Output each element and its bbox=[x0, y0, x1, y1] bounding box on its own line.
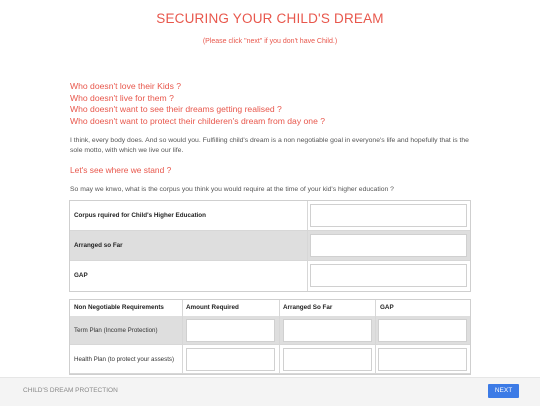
requirement-label: Health Plan (to protect your assests) bbox=[74, 355, 175, 363]
lets-see-heading: Let's see where we stand ? bbox=[70, 165, 172, 175]
gap-row-label: GAP bbox=[74, 272, 88, 279]
page-title: SECURING YOUR CHILD'S DREAM bbox=[156, 11, 384, 26]
gap-row bbox=[70, 261, 470, 291]
header-gap: GAP bbox=[380, 304, 394, 311]
term-plan-gap-input[interactable] bbox=[378, 319, 467, 342]
health-plan-arranged-input[interactable] bbox=[283, 348, 372, 371]
corpus-row-label: Corpus rquired for Child's Higher Education bbox=[74, 212, 206, 219]
intro-questions bbox=[70, 81, 325, 127]
question-1: Who doesn't love their Kids ? bbox=[70, 81, 182, 91]
column-divider bbox=[307, 231, 308, 260]
corpus-question: So may we knwo, what is the corpus you think you would require at the time of your kid's higher education ? bbox=[70, 186, 394, 193]
term-plan-arranged-input[interactable] bbox=[283, 319, 372, 342]
arranged-so-far-input[interactable] bbox=[310, 234, 467, 257]
requirement-label: Term Plan (Income Protection) bbox=[74, 326, 158, 334]
page-subtitle: (Please click "next" if you don't have Child.) bbox=[202, 38, 338, 45]
question-4: Who doesn't want to protect their childeren's dream from day one ? bbox=[70, 115, 326, 126]
corpus-table bbox=[69, 200, 471, 292]
arranged-row-label: Arranged so Far bbox=[74, 242, 123, 249]
column-divider bbox=[182, 300, 183, 375]
footer-bar bbox=[0, 377, 540, 406]
question-2: Who doesn't live for them ? bbox=[70, 92, 174, 103]
question-3: Who doesn't want to see their dreams getting realised ? bbox=[70, 104, 282, 114]
next-button[interactable]: NEXT bbox=[488, 384, 519, 398]
term-plan-amount-input[interactable] bbox=[186, 319, 275, 342]
arranged-row bbox=[70, 231, 470, 261]
requirement-row-health-plan bbox=[70, 345, 470, 374]
column-divider bbox=[279, 300, 280, 375]
header-requirements: Non Negotiable Requirements bbox=[74, 304, 164, 311]
corpus-row bbox=[70, 201, 470, 231]
health-plan-gap-input[interactable] bbox=[378, 348, 467, 371]
corpus-required-input[interactable] bbox=[310, 204, 467, 227]
requirement-row-term-plan bbox=[70, 316, 470, 345]
requirements-table bbox=[69, 299, 471, 375]
requirements-header-row bbox=[70, 300, 470, 317]
footer-section-label: CHILD'S DREAM PROTECTION bbox=[23, 387, 118, 394]
health-plan-amount-input[interactable] bbox=[186, 348, 275, 371]
column-divider bbox=[375, 300, 376, 375]
column-divider bbox=[307, 201, 308, 230]
gap-input[interactable] bbox=[310, 264, 467, 287]
intro-paragraph: I think, every body does. And so would you. Fulfilling child's dream is a non negotiable goal in everyone's life and hopefully that is the sole motto, with which we live our life. bbox=[70, 137, 469, 154]
column-divider bbox=[307, 261, 308, 291]
header-arranged-so-far: Arranged So Far bbox=[283, 304, 333, 311]
header-amount-required: Amount Required bbox=[186, 304, 239, 311]
